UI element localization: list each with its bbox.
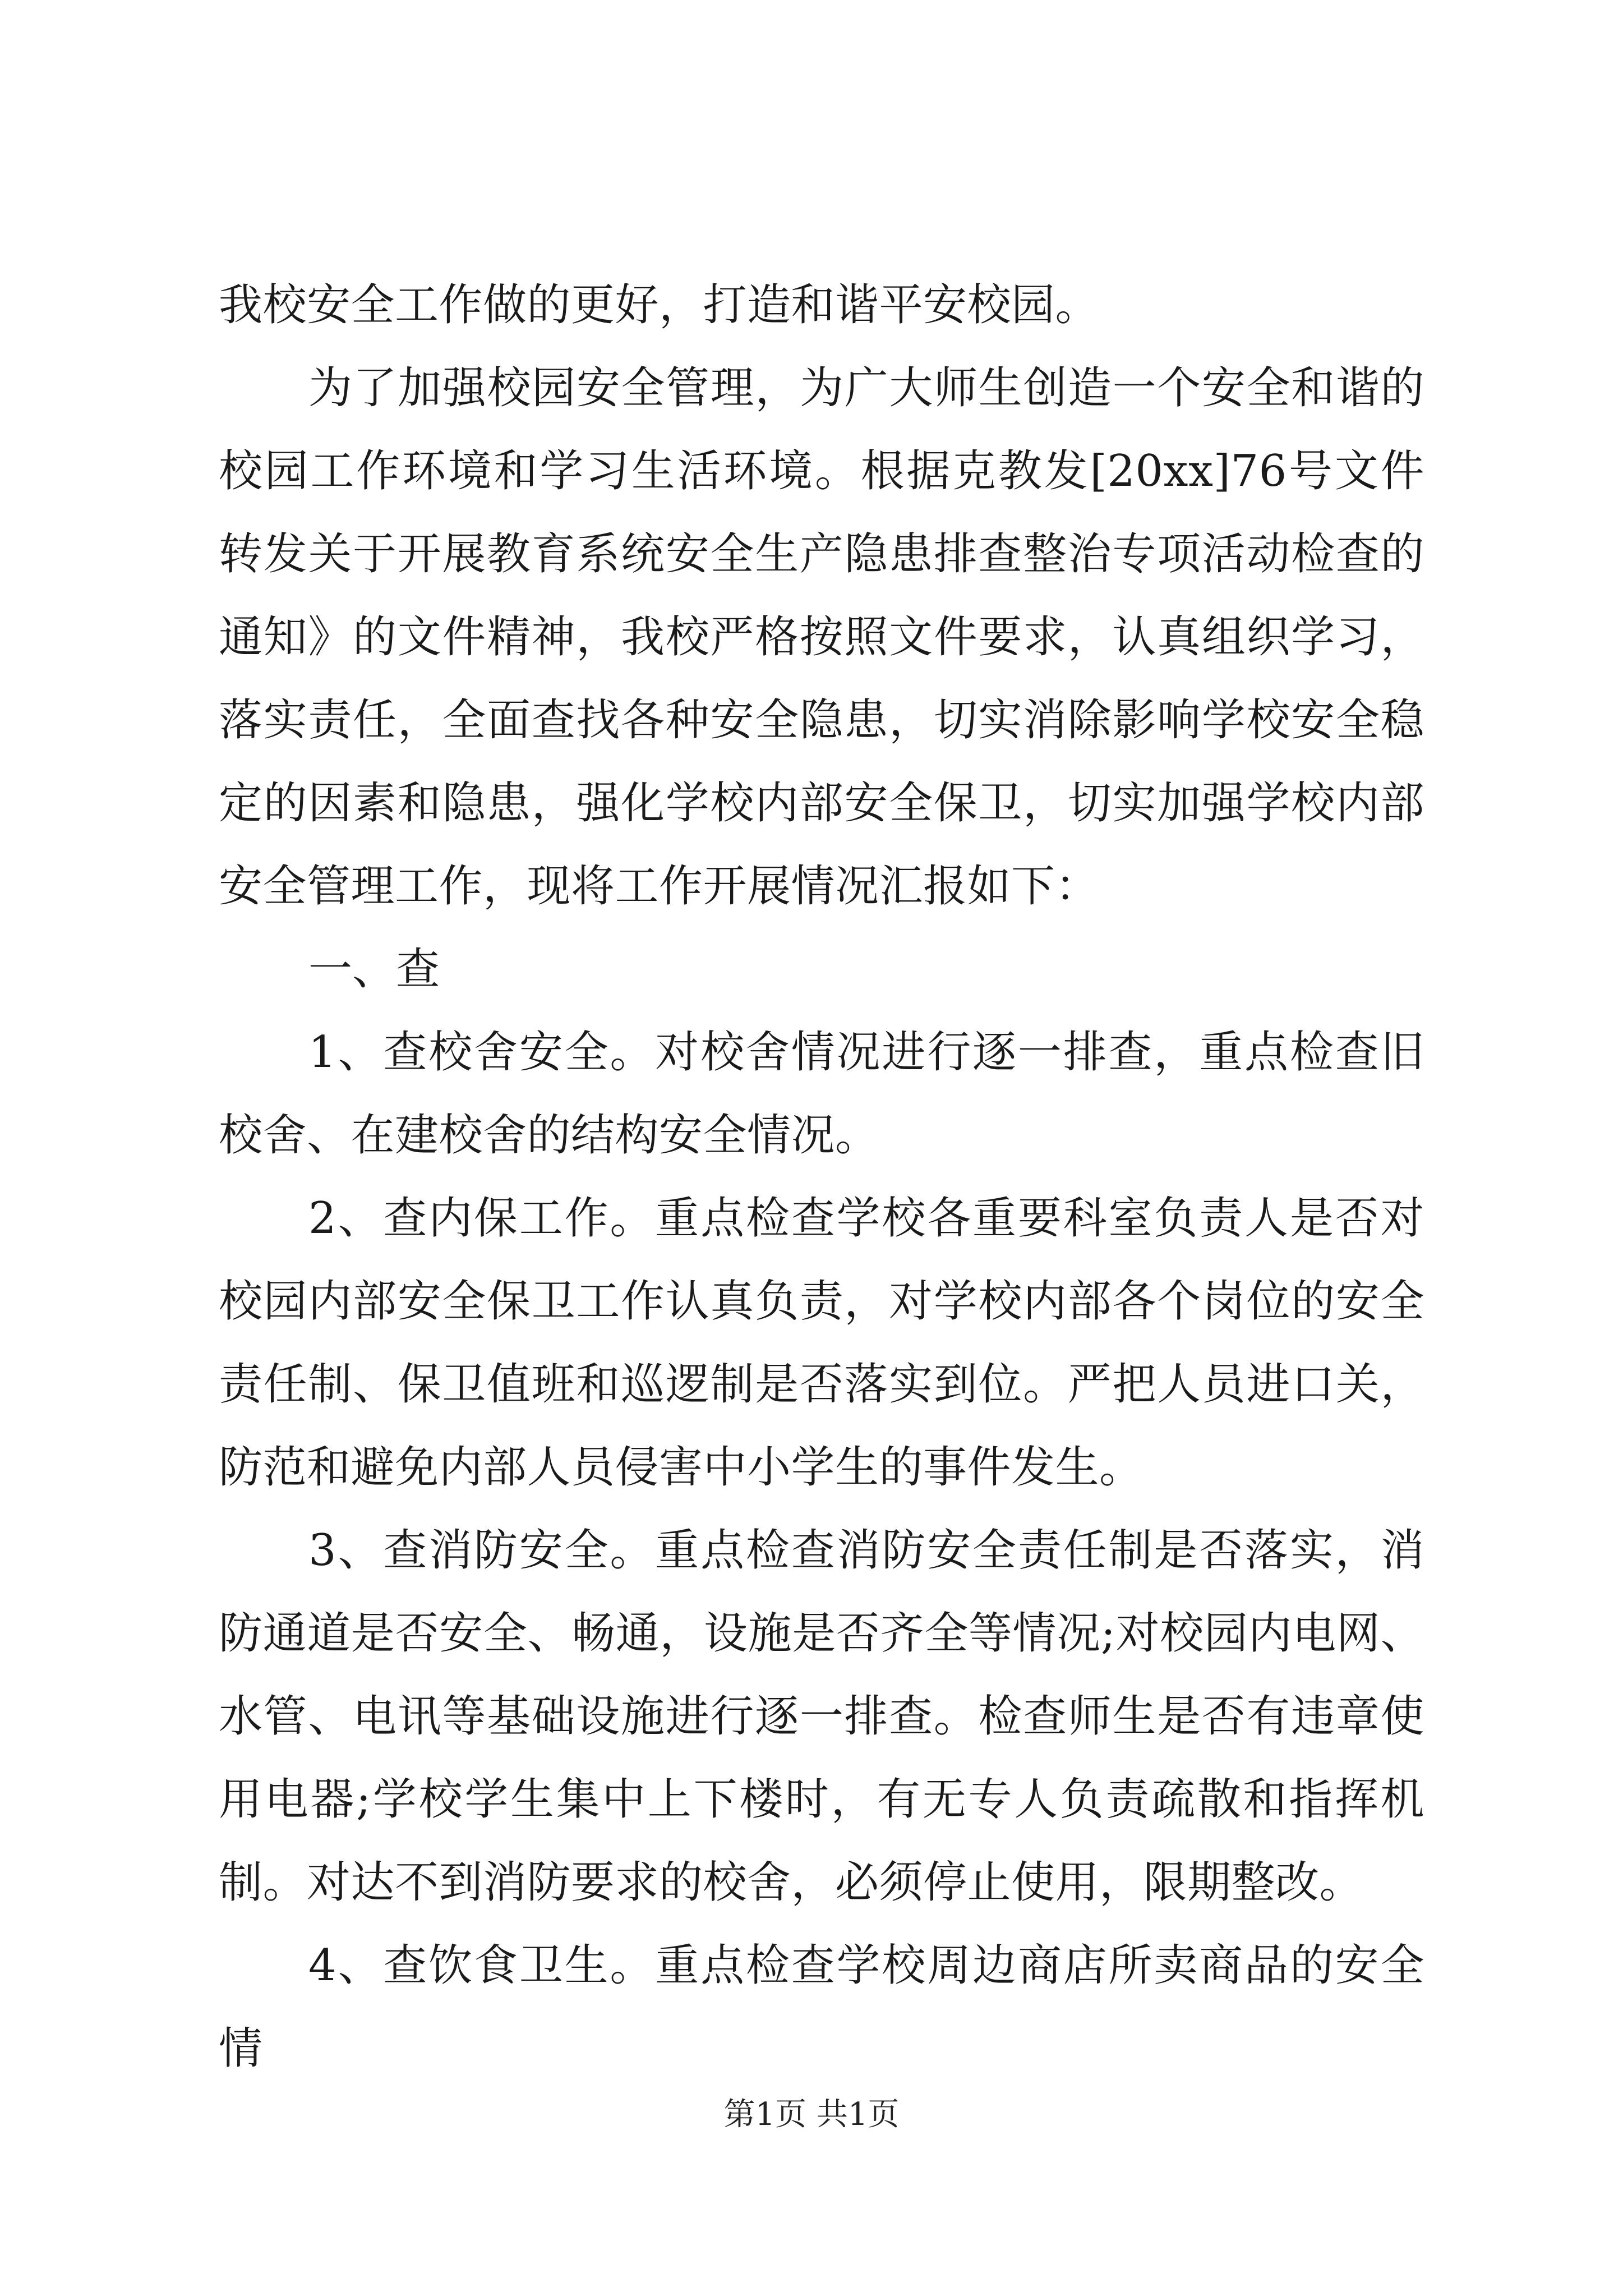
paragraph-item-3: 3、查消防安全。重点检查消防安全责任制是否落实，消防通道是否安全、畅通，设施是否齐全等情况;对校园内电网、水管、电讯等基础设施进行逐一排查。检查师生是否有违章使用电器;学校学生集中上下楼时，有无专人负责疏散和指挥机制。对达不到消防要求的校舍，必须停止使用，限期整改。 [219,1525,1425,1908]
paragraph-item-1: 1、查校舍安全。对校舍情况进行逐一排查，重点检查旧校舍、在建校舍的结构安全情况。 [219,1027,1424,1161]
page-footer: 第1页 共1页 [723,2096,900,2133]
paragraph-item-4: 4、查饮食卫生。重点检查学校周边商店所卖商品的安全情 [219,1940,1424,2074]
paragraph-continuation: 我校安全工作做的更好，打造和谐平安校园。 [219,280,1100,330]
paragraph-intro: 为了加强校园安全管理，为广大师生创造一个安全和谐的校园工作环境和学习生活环境。根据克教发[20xx]76号文件转发关于开展教育系统安全生产隐患排查整治专项活动检查的通知》的文件精神，我校严格按照文件要求，认真组织学习，落实责任，全面查找各种安全隐患，切实消除影响学校安全稳定的因素和隐患，强化学校内部安全保卫，切实加强学校内部安全管理工作，现将工作开展情况汇报如下： [219,363,1424,912]
paragraph-item-2: 2、查内保工作。重点检查学校各重要科室负责人是否对校园内部安全保卫工作认真负责，对学校内部各个岗位的安全责任制、保卫值班和巡逻制是否落实到位。严把人员进口关，防范和避免内部人员侵害中小学生的事件发生。 [219,1193,1424,1493]
section-heading: 一、查 [308,944,440,995]
document-body [219,264,1424,2090]
